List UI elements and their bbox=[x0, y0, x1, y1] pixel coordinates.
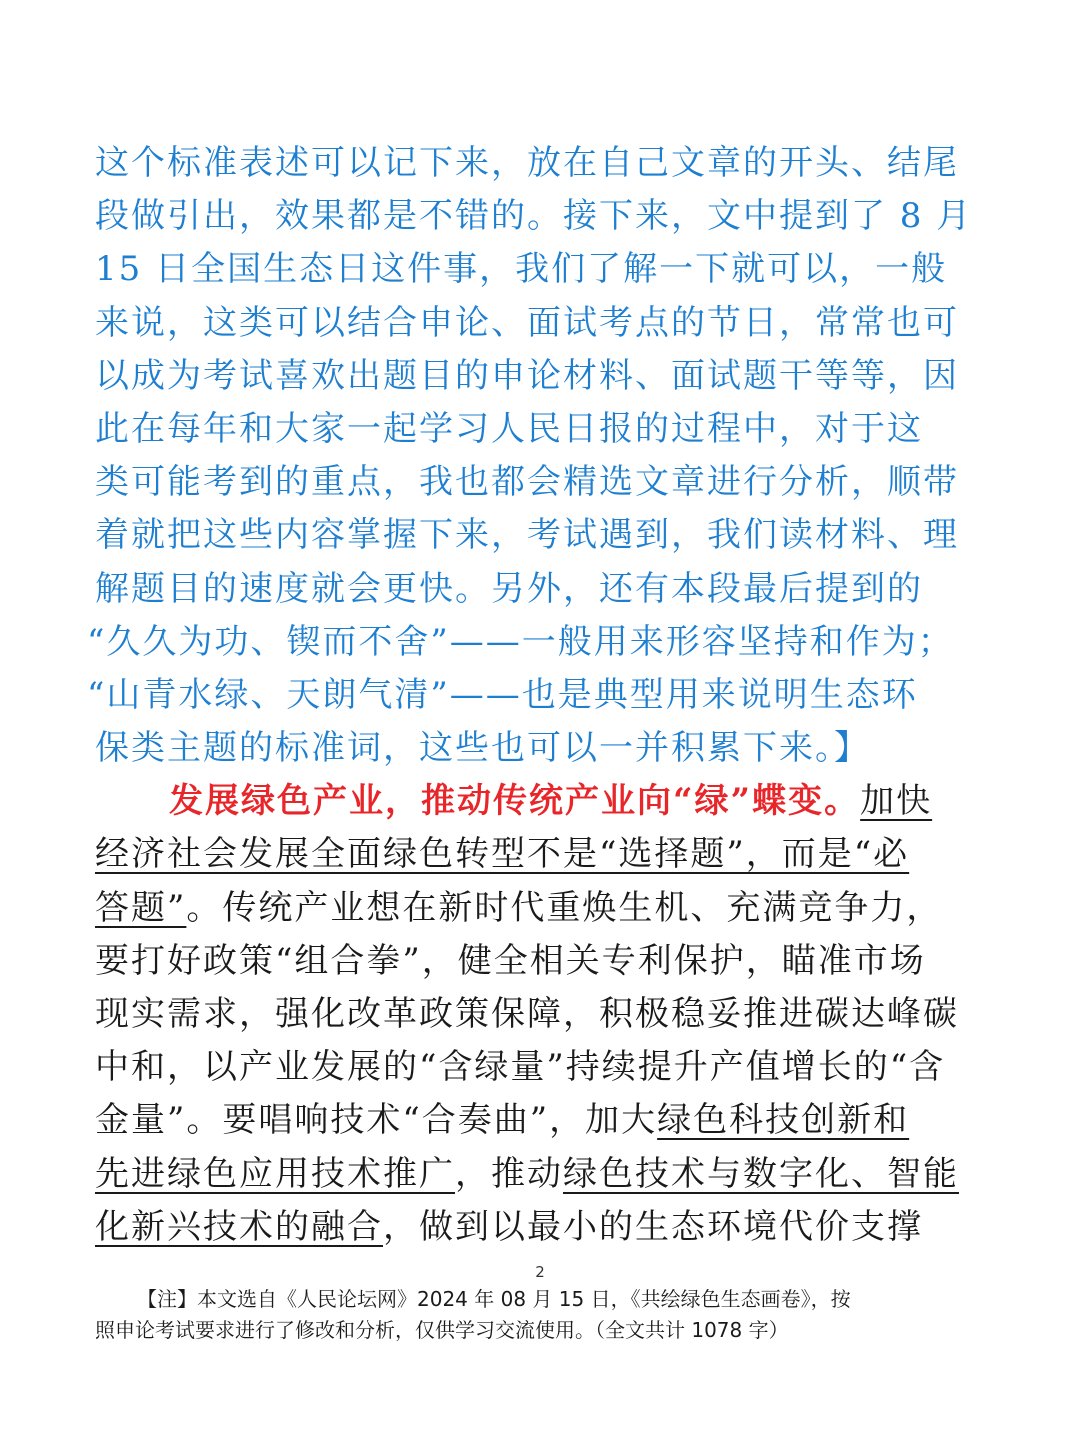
footnote bbox=[95, 1284, 990, 1346]
main-line bbox=[95, 775, 990, 828]
analysis-line: 类可能考到的重点，我也都会精选文章进行分析，顺带 bbox=[95, 462, 959, 503]
analysis-line: 这个标准表述可以记下来，放在自己文章的开头、结尾 bbox=[95, 143, 959, 183]
main-line: 中和，以产业发展的“含绿量”持续提升产值增长的“含 bbox=[95, 1047, 946, 1088]
analysis-line: 保类主题的标准词，这些也可以一并积累下来。】 bbox=[95, 728, 870, 769]
analysis-line: “山青水绿、天朗气清”——也是典型用来说明生态环 bbox=[87, 674, 918, 715]
article-body bbox=[87, 137, 990, 1254]
page-number: 2 bbox=[535, 1263, 545, 1281]
main-line bbox=[95, 1094, 990, 1147]
main-line bbox=[95, 1148, 990, 1201]
main-line: 现实需求，强化改革政策保障，积极稳妥推进碳达峰碳 bbox=[95, 994, 959, 1034]
main-text: ，做到以最小的生态环境代价支撑 bbox=[383, 1206, 923, 1247]
analysis-line: 15 日全国生态日这件事，我们了解一下就可以，一般 bbox=[95, 249, 948, 290]
analysis-line: 以成为考试喜欢出题目的申论材料、面试题干等等，因 bbox=[95, 355, 959, 396]
analysis-line: “久久为功、锲而不舍”——一般用来形容坚持和作为； bbox=[87, 621, 954, 662]
underlined-phrase: 加快 bbox=[860, 781, 933, 822]
main-text: ，推动 bbox=[455, 1153, 563, 1194]
main-line: 要打好政策“组合拳”，健全相关专利保护，瞄准市场 bbox=[95, 940, 926, 981]
main-text: 。传统产业想在新时代重焕生机、充满竞争力， bbox=[186, 887, 943, 928]
analysis-line: 着就把这些内容掌握下来，考试遇到，我们读材料、理 bbox=[95, 515, 959, 556]
main-line bbox=[95, 882, 990, 935]
analysis-line: 此在每年和大家一起学习人民日报的过程中，对于这 bbox=[95, 408, 923, 449]
underlined-phrase: 经济社会发展全面绿色转型不是“选择题”，而是“必 bbox=[95, 834, 910, 875]
underlined-phrase: 先进绿色应用技术推广 bbox=[95, 1153, 455, 1194]
footnote-line: 【注】本文选自《人民论坛网》2024 年 08 月 15 日，《共绘绿色生态画卷》，按 bbox=[137, 1287, 851, 1311]
underlined-phrase: 绿色科技创新和 bbox=[657, 1100, 910, 1141]
section-heading: 发展绿色产业，推动传统产业向“绿”蝶变。 bbox=[169, 781, 861, 822]
main-line bbox=[95, 1201, 990, 1254]
underlined-phrase: 绿色技术与数字化、智能 bbox=[563, 1153, 959, 1194]
underlined-phrase: 答题” bbox=[95, 887, 187, 928]
footnote-line: 照申论考试要求进行了修改和分析，仅供学习交流使用。（全文共计 1078 字） bbox=[95, 1318, 789, 1342]
main-line bbox=[95, 828, 990, 881]
underlined-phrase: 化新兴技术的融合 bbox=[95, 1206, 383, 1247]
analysis-line: 解题目的速度就会更快。另外，还有本段最后提到的 bbox=[95, 568, 923, 609]
analysis-paragraph bbox=[87, 137, 990, 775]
analysis-line: 来说，这类可以结合申论、面试考点的节日，常常也可 bbox=[95, 302, 959, 343]
analysis-line: 段做引出，效果都是不错的。接下来，文中提到了 8 月 bbox=[95, 196, 973, 237]
main-paragraph bbox=[95, 775, 990, 1254]
main-text: 金量”。要唱响技术“合奏曲”，加大 bbox=[95, 1100, 658, 1141]
